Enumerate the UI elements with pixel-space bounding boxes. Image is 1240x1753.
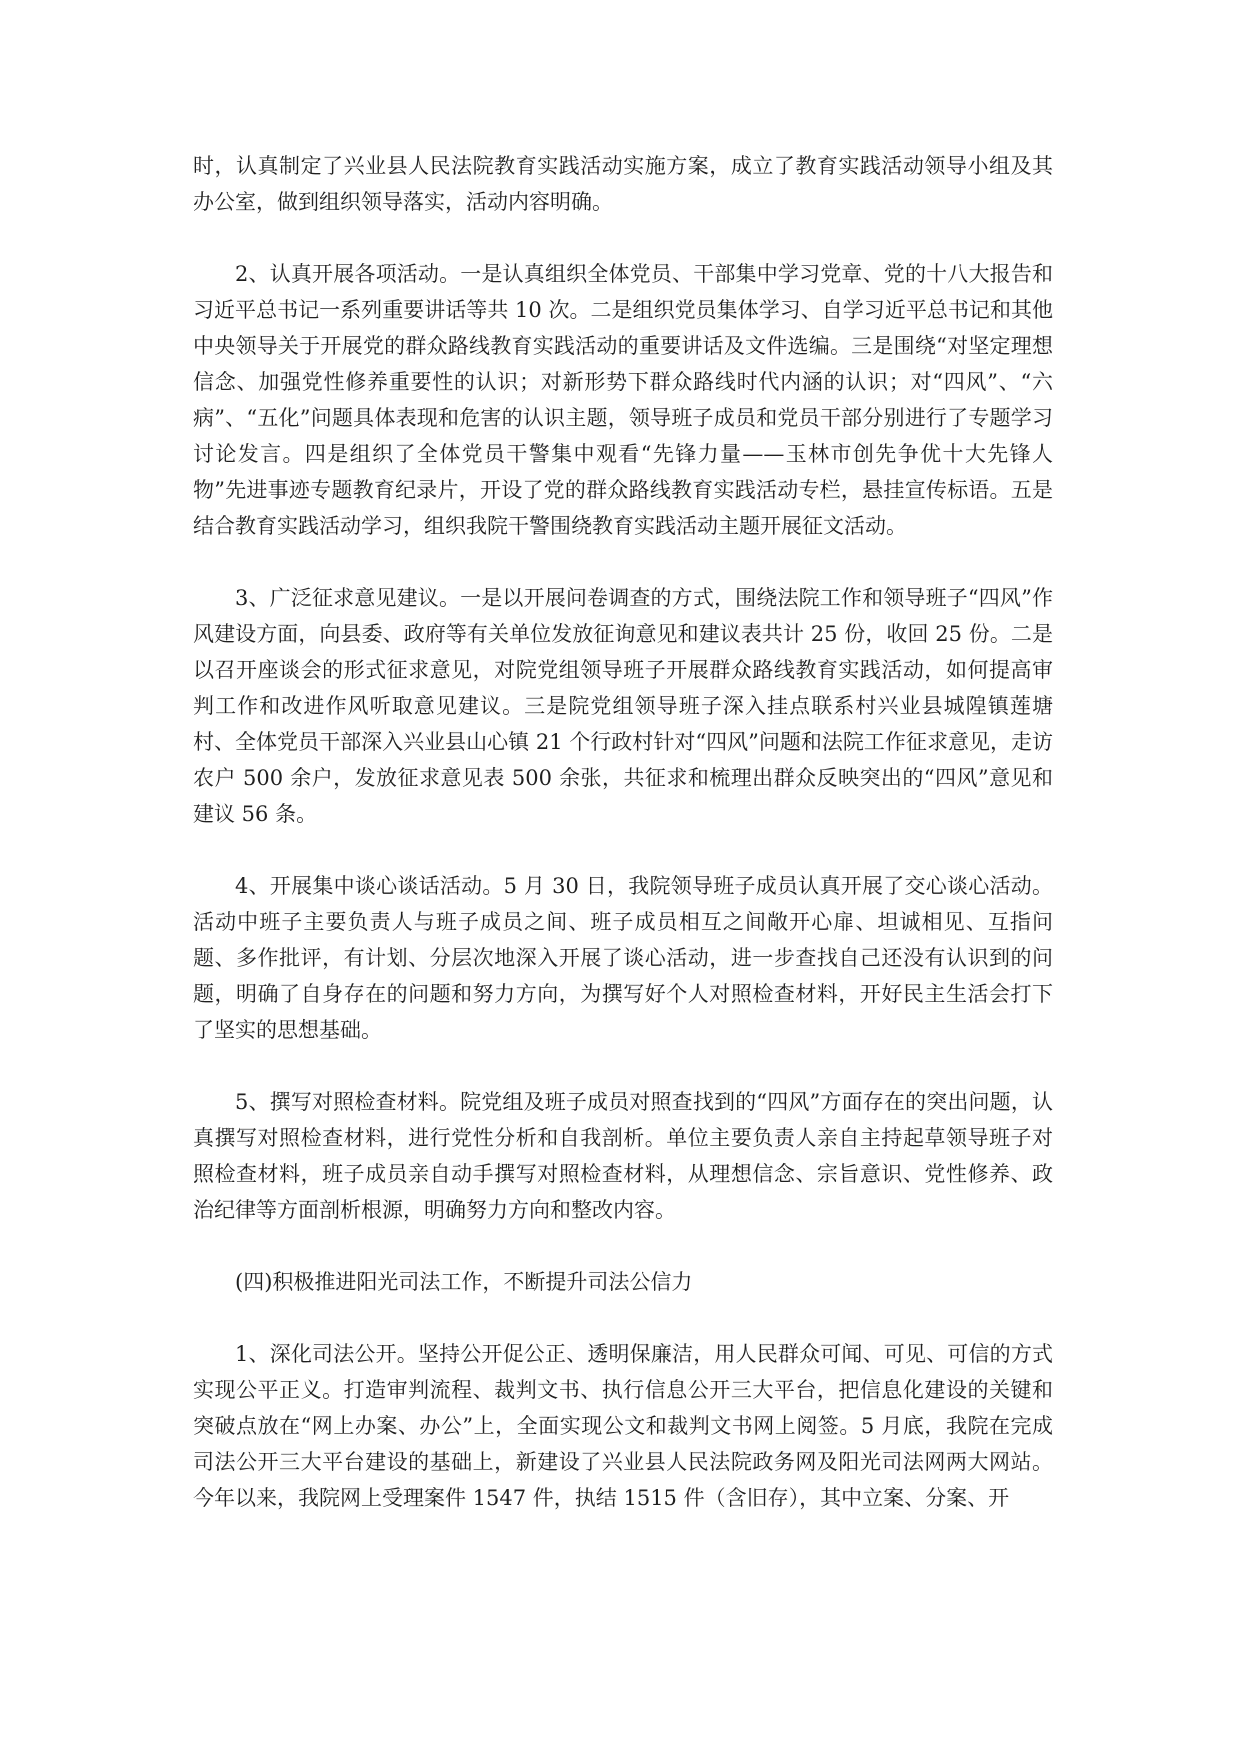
paragraph-item-1-judicial-openness: 1、深化司法公开。坚持公开促公正、透明保廉洁，用人民群众可闻、可见、可信的方式实现公平正义。打造审判流程、裁判文书、执行信息公开三大平台，把信息化建设的关键和突破点放在“网上办案、办公”上，全面实现公文和裁判文书网上阅签。5 月底，我院在完成司法公开三大平台建设的基础上，新建设了兴业县人民法院政务网及阳光司法网两大网站。今年以来，我院网上受理案件 1547 件，执结 1515 件（含旧存），其中立案、分案、开 (193, 1342, 1053, 1510)
paragraph-item-4-talks: 4、开展集中谈心谈话活动。5 月 30 日，我院领导班子成员认真开展了交心谈心活动。活动中班子主要负责人与班子成员之间、班子成员相互之间敞开心扉、坦诚相见、互指问题、多作批评，有计划、分层次地深入开展了谈心活动，进一步查找自己还没有认识到的问题，明确了自身存在的问题和努力方向，为撰写好个人对照检查材料，开好民主生活会打下了坚实的思想基础。 (193, 874, 1053, 1042)
paragraph-item-3-opinions: 3、广泛征求意见建议。一是以开展问卷调查的方式，围绕法院工作和领导班子“四风”作风建设方面，向县委、政府等有关单位发放征询意见和建议表共计 25 份，收回 25 份。二是以召开座谈会的形式征求意见，对院党组领导班子开展群众路线教育实践活动，如何提高审判工作和改进作风听取意见建议。三是院党组领导班子深入挂点联系村兴业县城隍镇莲塘村、全体党员干部深入兴业县山心镇 21 个行政村针对“四风”问题和法院工作征求意见，走访农户 500 余户，发放征求意见表 500 余张，共征求和梳理出群众反映突出的“四风”意见和建议 56 条。 (193, 586, 1053, 826)
paragraph-item-2-activities: 2、认真开展各项活动。一是认真组织全体党员、干部集中学习党章、党的十八大报告和习近平总书记一系列重要讲话等共 10 次。二是组织党员集体学习、自学习近平总书记和其他中央领导关于开展党的群众路线教育实践活动的重要讲话及文件选编。三是围绕“对坚定理想信念、加强党性修养重要性的认识；对新形势下群众路线时代内涵的认识；对“四风”、“六病”、“五化”问题具体表现和危害的认识主题，领导班子成员和党员干部分别进行了专题学习讨论发言。四是组织了全体党员干警集中观看“先锋力量——玉林市创先争优十大先锋人物”先进事迹专题教育纪录片，开设了党的群众路线教育实践活动专栏，悬挂宣传标语。五是结合教育实践活动学习，组织我院干警围绕教育实践活动主题开展征文活动。 (193, 262, 1053, 538)
document-body (193, 148, 1053, 1516)
paragraph-item-5-materials: 5、撰写对照检查材料。院党组及班子成员对照查找到的“四风”方面存在的突出问题，认真撰写对照检查材料，进行党性分析和自我剖析。单位主要负责人亲自主持起草领导班子对照检查材料，班子成员亲自动手撰写对照检查材料，从理想信念、宗旨意识、党性修养、政治纪律等方面剖析根源，明确努力方向和整改内容。 (193, 1090, 1053, 1222)
paragraph-intro: 时，认真制定了兴业县人民法院教育实践活动实施方案，成立了教育实践活动领导小组及其办公室，做到组织领导落实，活动内容明确。 (193, 154, 1053, 214)
section-heading-4: (四)积极推进阳光司法工作，不断提升司法公信力 (235, 1270, 693, 1294)
